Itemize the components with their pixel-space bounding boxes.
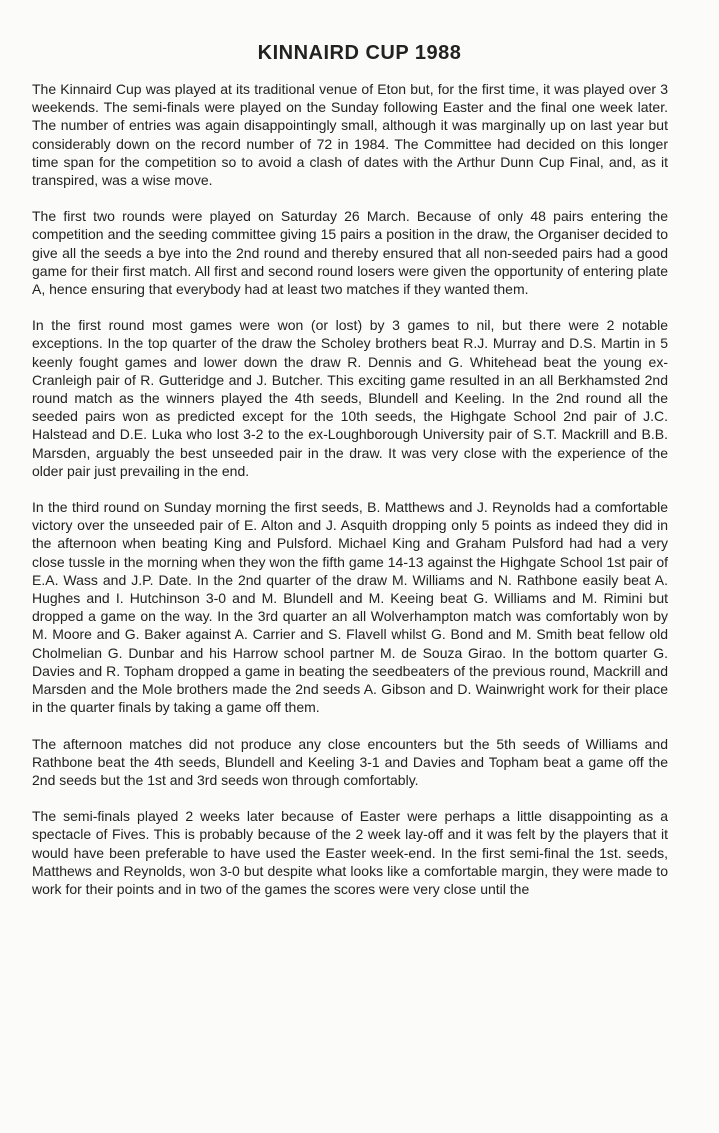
page-title: KINNAIRD CUP 1988 <box>257 42 462 64</box>
paragraph-4: In the third round on Sunday morning the first seeds, B. Matthews and J. Reynolds had a comfortable victory over the unseeded pair of E. Alton and J. Asquith dropping only 5 points as indeed they did in the afternoon when beating King and Pulsford. Michael King and Graham Pulsford had had a very close tussle in the morning when they won the fifth game 14-13 against the Highgate School 1st pair of E.A. Wass and J.P. Date. In the 2nd quarter of the draw M. Williams and N. Rathbone easily beat A. Hughes and I. Hutchinson 3-0 and M. Blundell and M. Keeing beat G. Williams and M. Rimini but dropped a game on the way. In the 3rd quarter an all Wolverhampton match was comfortably won by M. Moore and G. Baker against A. Carrier and S. Flavell whilst G. Bond and M. Smith beat fellow old Cholmelian G. Dunbar and his Harrow school partner M. de Souza Girao. In the bottom quarter G. Davies and R. Topham dropped a game in beating the seedbeaters of the previous round, Mackrill and Marsden and the Mole brothers made the 2nd seeds A. Gibson and D. Wainwright work for their place in the quarter finals by taking a game off them. <box>32 499 668 716</box>
article-body <box>32 80 668 898</box>
paragraph-5: The afternoon matches did not produce any close encounters but the 5th seeds of Williams and Rathbone beat the 4th seeds, Blundell and Keeling 3-1 and Davies and Topham beat a game off the 2nd seeds but the 1st and 3rd seeds won through comfortably. <box>32 735 668 788</box>
paragraph-6: The semi-finals played 2 weeks later because of Easter were perhaps a little disappointing as a spectacle of Fives. This is probably because of the 2 week lay-off and it was felt by the players that it would have been preferable to have used the Easter week-end. In the first semi-final the 1st. seeds, Matthews and Reynolds, won 3-0 but despite what looks like a comfortable margin, they were made to work for their points and in two of the games the scores were very close until the <box>32 808 668 897</box>
paragraph-2: The first two rounds were played on Saturday 26 March. Because of only 48 pairs entering the competition and the seeding committee giving 15 pairs a position in the draw, the Organiser decided to give all the seeds a bye into the 2nd round and thereby ensured that all non-seeded pairs had a good game for their first match. All first and second round losers were given the opportunity of entering plate A, hence ensuring that everybody had at least two matches if they wanted them. <box>32 208 668 298</box>
paragraph-3: In the first round most games were won (or lost) by 3 games to nil, but there were 2 notable exceptions. In the top quarter of the draw the Scholey brothers beat R.J. Murray and D.S. Martin in 5 keenly fought games and lower down the draw R. Dennis and G. Whitehead beat the young ex-Cranleigh pair of R. Gutteridge and J. Butcher. This exciting game resulted in an all Berkhamsted 2nd round match as the winners played the 4th seeds, Blundell and Keeling. In the 2nd round all the seeded pairs won as predicted except for the 10th seeds, the Highgate School 2nd pair of J.C. Halstead and D.E. Luka who lost 3-2 to the ex-Loughborough University pair of S.T. Mackrill and B.B. Marsden, arguably the best unseeded pair in the draw. It was very close with the experience of the older pair just prevailing in the end. <box>32 317 668 479</box>
paragraph-1: The Kinnaird Cup was played at its traditional venue of Eton but, for the first time, it was played over 3 weekends. The semi-finals were played on the Sunday following Easter and the final one week later. The number of entries was again disappointingly small, although it was marginally up on last year but considerably down on the record number of 72 in 1984. The Committee had decided on this longer time span for the competition so to avoid a clash of dates with the Arthur Dunn Cup Final, and, as it transpired, was a wise move. <box>32 81 668 189</box>
